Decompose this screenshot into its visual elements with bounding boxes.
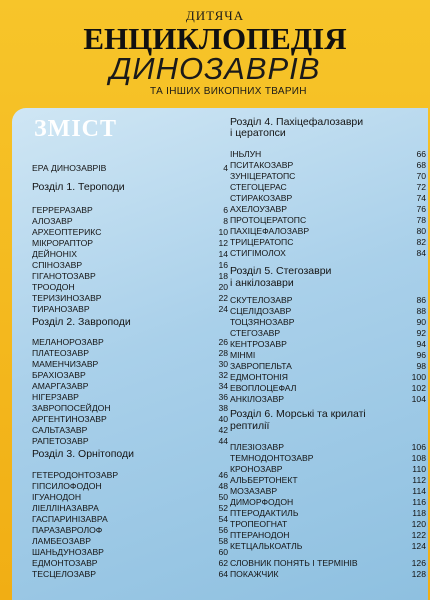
toc-entry bbox=[230, 508, 426, 519]
entry-page: 8 bbox=[223, 216, 228, 226]
toc-entry bbox=[230, 204, 426, 215]
entry-page: 70 bbox=[416, 171, 426, 181]
contents-panel bbox=[12, 108, 428, 600]
entry-page: 94 bbox=[416, 339, 426, 349]
toc-entry bbox=[230, 226, 426, 237]
toc-entry bbox=[230, 486, 426, 497]
toc-entry bbox=[230, 215, 426, 226]
entry-page: 102 bbox=[411, 383, 426, 393]
entry-name: РАПЕТОЗАВР bbox=[32, 436, 89, 446]
entry-page: 108 bbox=[411, 453, 426, 463]
toc-entry bbox=[32, 337, 228, 348]
header-tagline: ТА ІНШИХ ВИКОПНИХ ТВАРИН bbox=[150, 86, 307, 97]
header-subtitle: ДИНОЗАВРІВ bbox=[109, 51, 321, 86]
entry-name: АХЕЛОУЗАВР bbox=[230, 204, 287, 214]
entry-name: ПЛЕЗІОЗАВР bbox=[230, 442, 285, 452]
toc-entry bbox=[32, 481, 228, 492]
entry-page: 104 bbox=[411, 394, 426, 404]
entry-page: 120 bbox=[411, 519, 426, 529]
toc-entry bbox=[32, 503, 228, 514]
entry-page: 46 bbox=[218, 470, 228, 480]
entry-page: 38 bbox=[218, 403, 228, 413]
toc-entry bbox=[230, 361, 426, 372]
entry-name: СЛОВНИК ПОНЯТЬ І ТЕРМІНІВ bbox=[230, 558, 358, 568]
toc-entry bbox=[32, 425, 228, 436]
entry-page: 50 bbox=[218, 492, 228, 502]
toc-entry bbox=[230, 171, 426, 182]
entry-name: ЗАВРОПОСЕЙДОН bbox=[32, 403, 111, 413]
toc-entry bbox=[230, 295, 426, 306]
entry-name: ПЛАТЕОЗАВР bbox=[32, 348, 89, 358]
toc-entry bbox=[230, 149, 426, 160]
entry-page: 10 bbox=[218, 227, 228, 237]
toc-entry bbox=[230, 372, 426, 383]
entry-page: 98 bbox=[416, 361, 426, 371]
header-line-1: ДИТЯЧА bbox=[185, 8, 245, 23]
entry-page: 20 bbox=[218, 282, 228, 292]
entry-name: СТИРАКОЗАВР bbox=[230, 193, 293, 203]
entry-name: ЗУНІЦЕРАТОПС bbox=[230, 171, 296, 181]
entry-name: СЦЕЛІДОЗАВР bbox=[230, 306, 292, 316]
entry-page: 78 bbox=[416, 215, 426, 225]
toc-entry bbox=[230, 519, 426, 530]
entry-name: АРГЕНТИНОЗАВР bbox=[32, 414, 107, 424]
entry-name: ГЕТЕРОДОНТОЗАВР bbox=[32, 470, 119, 480]
toc-entry bbox=[230, 442, 426, 453]
toc-entry bbox=[230, 237, 426, 248]
toc-entry bbox=[230, 475, 426, 486]
entry-name: АРХЕОПТЕРИКС bbox=[32, 227, 102, 237]
entry-page: 66 bbox=[416, 149, 426, 159]
toc-entry bbox=[32, 436, 228, 447]
toc-entry bbox=[32, 227, 228, 238]
entry-page: 40 bbox=[218, 414, 228, 424]
entry-name: ЕРА ДИНОЗАВРІВ bbox=[32, 163, 107, 173]
toc-entry bbox=[32, 216, 228, 227]
entry-page: 86 bbox=[416, 295, 426, 305]
entry-name: КЕТЦАЛЬКОАТЛЬ bbox=[230, 541, 303, 551]
entry-name: ГАСПАРИНІЗАВРА bbox=[32, 514, 108, 524]
toc-entry bbox=[32, 238, 228, 249]
entry-page: 54 bbox=[218, 514, 228, 524]
entry-page: 4 bbox=[223, 163, 228, 173]
entry-page: 6 bbox=[223, 205, 228, 215]
entry-name: ТРООДОН bbox=[32, 282, 75, 292]
toc-entry bbox=[32, 536, 228, 547]
entry-page: 106 bbox=[411, 442, 426, 452]
toc-entry bbox=[32, 260, 228, 271]
entry-page: 110 bbox=[412, 464, 426, 474]
entry-page: 28 bbox=[218, 348, 228, 358]
entry-name: ПРОТОЦЕРАТОПС bbox=[230, 215, 307, 225]
entry-page: 64 bbox=[218, 569, 228, 579]
entry-page: 100 bbox=[411, 372, 426, 382]
toc-intro bbox=[32, 163, 228, 174]
entry-page: 36 bbox=[218, 392, 228, 402]
entry-name: ЛІЕЛЛІНАЗАВРА bbox=[32, 503, 99, 513]
entry-name: АЛЬБЕРТОНЕКТ bbox=[230, 475, 298, 485]
toc-entry bbox=[32, 514, 228, 525]
entry-name: ТЕРИЗИНОЗАВР bbox=[32, 293, 102, 303]
toc-entry bbox=[230, 497, 426, 508]
entry-name: МІКРОРАПТОР bbox=[32, 238, 94, 248]
toc-entry bbox=[32, 470, 228, 481]
entry-page: 60 bbox=[218, 547, 228, 557]
toc-entry bbox=[230, 248, 426, 259]
entry-name: ТРОПЕОГНАТ bbox=[230, 519, 288, 529]
section-6-title-line-2: рептилії bbox=[230, 420, 270, 432]
entry-page: 128 bbox=[411, 569, 426, 579]
entry-name: ЕВОПЛОЦЕФАЛ bbox=[230, 383, 297, 393]
entry-page: 76 bbox=[416, 204, 426, 214]
entry-name: АЛОЗАВР bbox=[32, 216, 73, 226]
entry-page: 84 bbox=[416, 248, 426, 258]
toc-entry bbox=[32, 392, 228, 403]
entry-name: СТИГІМОЛОХ bbox=[230, 248, 286, 258]
toc-entry bbox=[230, 328, 426, 339]
entry-page: 14 bbox=[218, 249, 228, 259]
toc-entry bbox=[32, 293, 228, 304]
toc-entry bbox=[32, 403, 228, 414]
entry-name: ГЕРРЕРАЗАВР bbox=[32, 205, 93, 215]
toc-entry bbox=[230, 530, 426, 541]
entry-name: ПТЕРОДАКТИЛЬ bbox=[230, 508, 299, 518]
entry-page: 118 bbox=[412, 508, 426, 518]
toc-entry bbox=[32, 558, 228, 569]
entry-name: ДИМОРФОДОН bbox=[230, 497, 294, 507]
entry-page: 72 bbox=[416, 182, 426, 192]
entry-page: 24 bbox=[218, 304, 228, 314]
entry-page: 90 bbox=[416, 317, 426, 327]
entry-name: КРОНОЗАВР bbox=[230, 464, 283, 474]
toc-entry bbox=[230, 453, 426, 464]
entry-page: 26 bbox=[218, 337, 228, 347]
section-1-title: Розділ 1. Тероподи bbox=[32, 181, 125, 193]
entry-page: 62 bbox=[218, 558, 228, 568]
entry-name: ТЕМНОДОНТОЗАВР bbox=[230, 453, 314, 463]
entry-page: 116 bbox=[412, 497, 426, 507]
toc-entry bbox=[230, 306, 426, 317]
toc-entry bbox=[230, 339, 426, 350]
entry-page: 44 bbox=[218, 436, 228, 446]
toc-entry bbox=[230, 541, 426, 552]
entry-name: ТИРАНОЗАВР bbox=[32, 304, 90, 314]
toc-entry bbox=[32, 282, 228, 293]
entry-name: ЕДМОНТОЗАВР bbox=[32, 558, 98, 568]
section-5-title-line-2: і анкілозаври bbox=[230, 277, 294, 289]
entry-name: САЛЬТАЗАВР bbox=[32, 425, 88, 435]
toc-entry bbox=[32, 414, 228, 425]
entry-name: СКУТЕЛОЗАВР bbox=[230, 295, 293, 305]
entry-name: ГІГАНОТОЗАВР bbox=[32, 271, 96, 281]
entry-page: 52 bbox=[218, 503, 228, 513]
entry-name: ЕДМОНТОНІЯ bbox=[230, 372, 288, 382]
entry-name: ЛАМБЕОЗАВР bbox=[32, 536, 91, 546]
entry-page: 88 bbox=[416, 306, 426, 316]
toc-index bbox=[230, 569, 426, 580]
section-5-title-line-1: Розділ 5. Стегозаври bbox=[230, 265, 332, 277]
entry-page: 114 bbox=[412, 486, 426, 496]
toc-entry bbox=[32, 370, 228, 381]
toc-entry bbox=[32, 304, 228, 315]
section-2-title: Розділ 2. Завроподи bbox=[32, 316, 131, 328]
section-6-title-line-1: Розділ 6. Морські та крилаті bbox=[230, 408, 366, 420]
entry-name: ІГУАНОДОН bbox=[32, 492, 82, 502]
entry-page: 112 bbox=[412, 475, 426, 485]
entry-name: СТЕГОЗАВР bbox=[230, 328, 281, 338]
section-4-title-line-2: і цератопси bbox=[230, 127, 286, 139]
entry-page: 124 bbox=[411, 541, 426, 551]
toc-entry bbox=[32, 205, 228, 216]
entry-name: ІНЬЛУН bbox=[230, 149, 262, 159]
contents-title: ЗМІСТ bbox=[34, 116, 117, 142]
entry-name: КЕНТРОЗАВР bbox=[230, 339, 287, 349]
toc-entry bbox=[230, 383, 426, 394]
entry-name: СТЕГОЦЕРАС bbox=[230, 182, 287, 192]
entry-name: НІГЕРЗАВР bbox=[32, 392, 79, 402]
entry-page: 68 bbox=[416, 160, 426, 170]
entry-name: ПОКАЖЧИК bbox=[230, 569, 279, 579]
entry-page: 58 bbox=[218, 536, 228, 546]
toc-entry bbox=[230, 193, 426, 204]
entry-page: 80 bbox=[416, 226, 426, 236]
entry-name: ЗАВРОПЕЛЬТА bbox=[230, 361, 292, 371]
entry-name: ПАХІЦЕФАЛОЗАВР bbox=[230, 226, 310, 236]
entry-name: ТРИЦЕРАТОПС bbox=[230, 237, 294, 247]
toc-entry bbox=[32, 381, 228, 392]
entry-page: 48 bbox=[218, 481, 228, 491]
entry-name: МІНМІ bbox=[230, 350, 256, 360]
entry-page: 30 bbox=[218, 359, 228, 369]
toc-entry bbox=[32, 271, 228, 282]
entry-name: МАМЕНЧИЗАВР bbox=[32, 359, 99, 369]
toc-entry bbox=[230, 317, 426, 328]
entry-page: 12 bbox=[218, 238, 228, 248]
toc-entry bbox=[32, 569, 228, 580]
toc-entry bbox=[230, 182, 426, 193]
toc-glossary bbox=[230, 558, 426, 569]
entry-page: 122 bbox=[411, 530, 426, 540]
entry-page: 42 bbox=[218, 425, 228, 435]
toc-entry bbox=[32, 359, 228, 370]
toc-entry bbox=[32, 348, 228, 359]
entry-name: ДЕЙНОНІХ bbox=[32, 249, 77, 259]
section-3-title: Розділ 3. Орнітоподи bbox=[32, 448, 134, 460]
entry-page: 16 bbox=[218, 260, 228, 270]
toc-entry bbox=[230, 350, 426, 361]
entry-page: 82 bbox=[416, 237, 426, 247]
section-4-title-line-1: Розділ 4. Пахіцефалозаври bbox=[230, 116, 364, 128]
book-header bbox=[0, 0, 430, 105]
entry-page: 22 bbox=[218, 293, 228, 303]
entry-name: БРАХІОЗАВР bbox=[32, 370, 86, 380]
toc-entry bbox=[32, 547, 228, 558]
entry-name: ПТЕРАНОДОН bbox=[230, 530, 290, 540]
entry-name: МОЗАЗАВР bbox=[230, 486, 278, 496]
entry-page: 56 bbox=[218, 525, 228, 535]
toc-entry bbox=[32, 525, 228, 536]
entry-name: ПСИТАКОЗАВР bbox=[230, 160, 294, 170]
entry-name: АМАРГАЗАВР bbox=[32, 381, 89, 391]
entry-name: ПАРАЗАВРОЛОФ bbox=[32, 525, 103, 535]
entry-page: 74 bbox=[416, 193, 426, 203]
entry-page: 18 bbox=[218, 271, 228, 281]
entry-page: 96 bbox=[416, 350, 426, 360]
header-title: ЕНЦИКЛОПЕДІЯ bbox=[83, 21, 347, 56]
entry-name: ШАНЬДУНОЗАВР bbox=[32, 547, 104, 557]
entry-page: 126 bbox=[411, 558, 426, 568]
toc-entry bbox=[230, 160, 426, 171]
toc-entry bbox=[32, 492, 228, 503]
entry-page: 34 bbox=[218, 381, 228, 391]
entry-name: СПІНОЗАВР bbox=[32, 260, 83, 270]
entry-name: ТОЦЗЯНОЗАВР bbox=[230, 317, 295, 327]
toc-entry bbox=[230, 464, 426, 475]
entry-name: АНКІЛОЗАВР bbox=[230, 394, 285, 404]
entry-page: 32 bbox=[218, 370, 228, 380]
entry-name: МЕЛАНОРОЗАВР bbox=[32, 337, 104, 347]
toc-entry bbox=[32, 249, 228, 260]
entry-name: ГІПСИЛОФОДОН bbox=[32, 481, 102, 491]
toc-entry bbox=[230, 394, 426, 405]
entry-name: ТЕСЦЕЛОЗАВР bbox=[32, 569, 96, 579]
entry-page: 92 bbox=[416, 328, 426, 338]
